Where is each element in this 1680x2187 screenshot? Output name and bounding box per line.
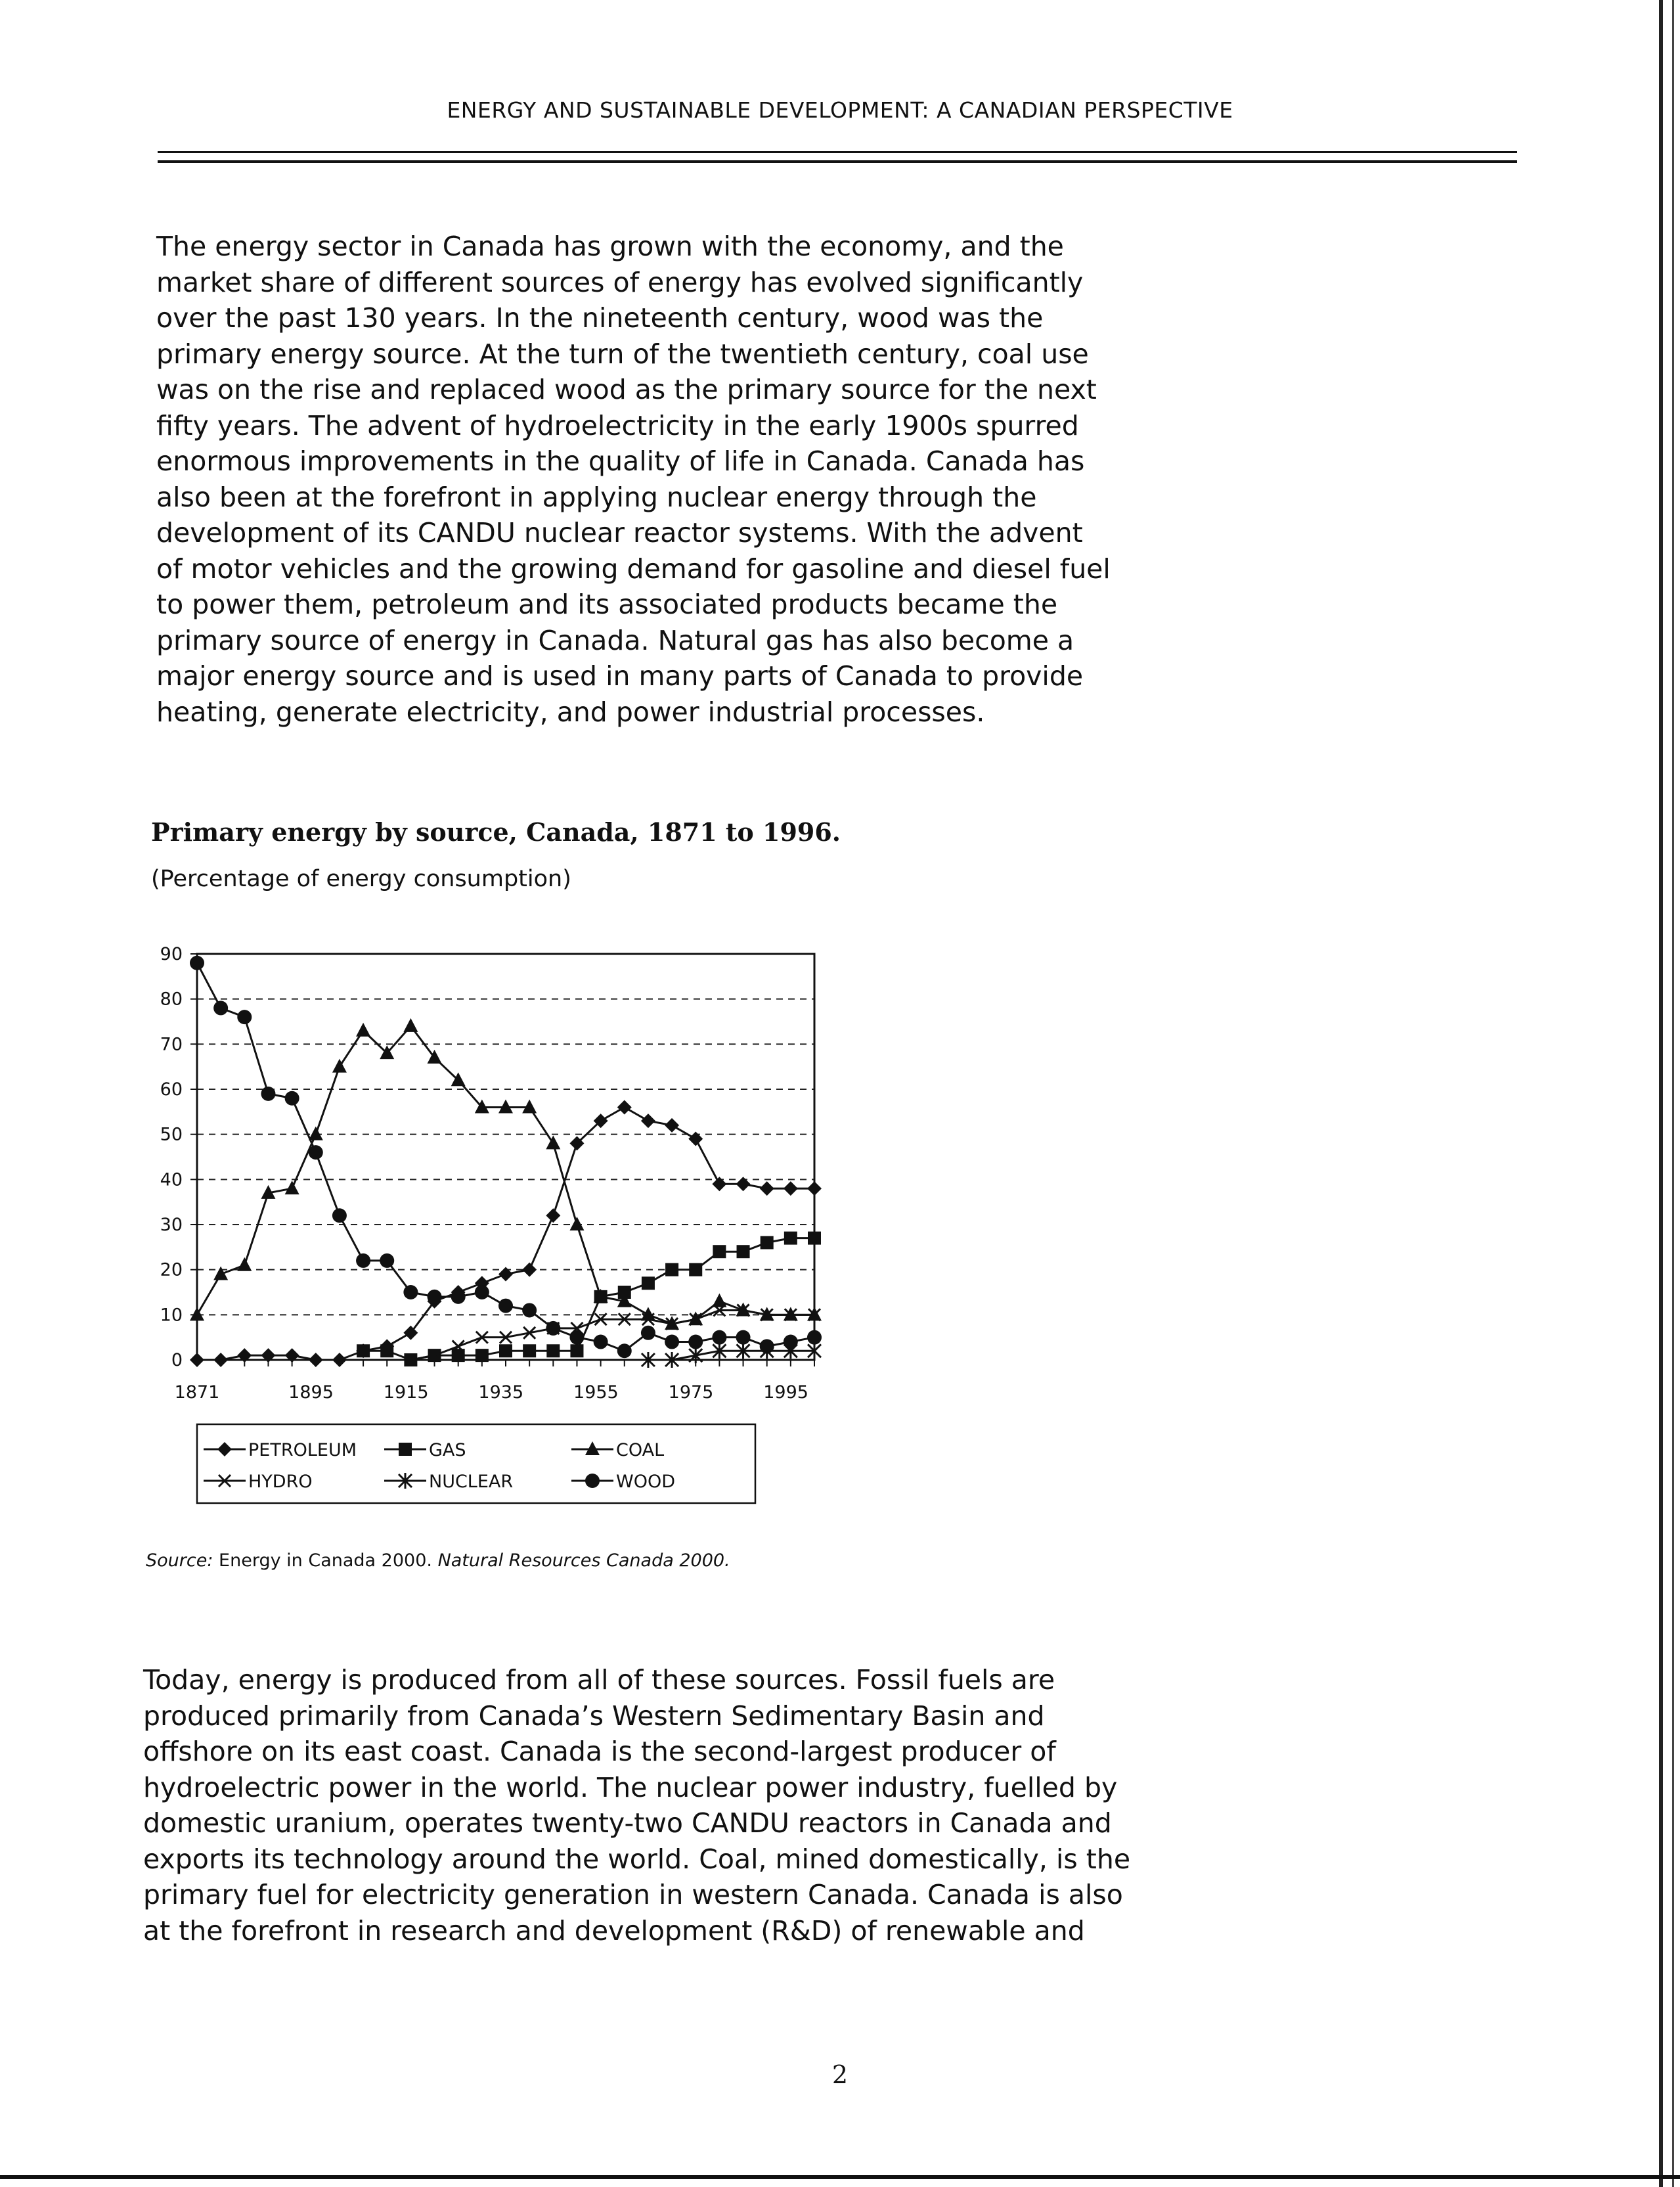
source-label: Source: bbox=[146, 1550, 213, 1571]
coal-point bbox=[237, 1257, 252, 1271]
petroleum-point bbox=[403, 1326, 418, 1340]
coal-point bbox=[285, 1181, 299, 1194]
paragraph-today bbox=[143, 1662, 1130, 1949]
text-line: market share of different sources of energy has evolved significantly bbox=[156, 266, 1084, 298]
series-hydro bbox=[405, 1304, 820, 1366]
chart-subtitle: (Percentage of energy consumption) bbox=[151, 866, 571, 892]
text-line: at the forefront in research and development (R&D) of renewable and bbox=[143, 1914, 1085, 1947]
petroleum-point bbox=[736, 1177, 751, 1191]
wood-point bbox=[190, 956, 204, 970]
gas-point bbox=[499, 1344, 512, 1357]
chart-title: Primary energy by source, Canada, 1871 to 1996. bbox=[151, 817, 841, 847]
gas-point bbox=[737, 1245, 750, 1258]
gas-point bbox=[546, 1344, 560, 1357]
gas-point bbox=[784, 1232, 797, 1245]
x-tick-label: 1975 bbox=[668, 1382, 714, 1403]
x-tick-label: 1871 bbox=[174, 1382, 220, 1403]
petroleum-point bbox=[784, 1181, 798, 1196]
petroleum-point bbox=[760, 1181, 774, 1196]
chart-series bbox=[190, 956, 822, 1368]
text-line: offshore on its east coast. Canada is the second-largest producer of bbox=[143, 1736, 1056, 1767]
text-line: heating, generate electricity, and power industrial processes. bbox=[156, 696, 985, 728]
legend-label: NUCLEAR bbox=[429, 1472, 514, 1492]
source-note bbox=[146, 1550, 730, 1571]
series-coal bbox=[190, 1018, 822, 1330]
text-line: produced primarily from Canada’s Western Sedimentary Basin and bbox=[143, 1700, 1045, 1732]
gas-point bbox=[761, 1236, 774, 1249]
petroleum-line bbox=[197, 1107, 814, 1360]
petroleum-point bbox=[309, 1353, 323, 1367]
gas-point bbox=[689, 1263, 702, 1276]
text-line: hydroelectric power in the world. The nuclear power industry, fuelled by bbox=[143, 1771, 1118, 1803]
y-tick-label: 40 bbox=[160, 1169, 183, 1190]
coal-point bbox=[190, 1307, 204, 1320]
wood-point bbox=[332, 1208, 347, 1223]
chart-legend bbox=[197, 1424, 755, 1503]
y-tick-label: 60 bbox=[160, 1079, 183, 1100]
gas-point bbox=[642, 1276, 655, 1290]
coal-point bbox=[309, 1127, 323, 1140]
text-line: development of its CANDU nuclear reactor systems. With the advent bbox=[156, 517, 1083, 549]
header-rule bbox=[158, 151, 1517, 163]
source-text: Energy in Canada 2000. bbox=[219, 1550, 432, 1571]
gas-point bbox=[357, 1344, 370, 1357]
x-tick-label: 1935 bbox=[478, 1382, 524, 1403]
x-tick-label: 1995 bbox=[763, 1382, 808, 1403]
legend-label: COAL bbox=[616, 1440, 665, 1460]
wood-point bbox=[237, 1010, 252, 1024]
text-line: primary fuel for electricity generation in western Canada. Canada is also bbox=[143, 1879, 1123, 1910]
y-tick-label: 70 bbox=[160, 1034, 183, 1055]
wood-point bbox=[213, 1001, 228, 1015]
wood-point bbox=[356, 1253, 370, 1268]
x-tick-label: 1955 bbox=[573, 1382, 619, 1403]
legend-label: WOOD bbox=[616, 1472, 675, 1492]
wood-point bbox=[712, 1330, 726, 1345]
scan-edge bbox=[1672, 0, 1674, 2187]
coal-point bbox=[569, 1217, 584, 1230]
gas-point bbox=[523, 1344, 536, 1357]
text-line: Today, energy is produced from all of these sources. Fossil fuels are bbox=[143, 1664, 1055, 1696]
series-wood bbox=[190, 956, 822, 1359]
text-line: of motor vehicles and the growing demand for gasoline and diesel fuel bbox=[156, 552, 1111, 585]
wood-point bbox=[403, 1285, 418, 1299]
wood-point bbox=[736, 1330, 751, 1345]
wood-point bbox=[261, 1087, 275, 1101]
wood-point bbox=[569, 1330, 584, 1345]
wood-line bbox=[197, 963, 814, 1351]
y-tick-label: 80 bbox=[160, 989, 183, 1010]
running-header: ENERGY AND SUSTAINABLE DEVELOPMENT: A CANADIAN PERSPECTIVE bbox=[447, 97, 1233, 123]
petroleum-point bbox=[712, 1177, 726, 1191]
series-gas bbox=[357, 1232, 821, 1366]
paragraph-intro bbox=[156, 229, 1111, 730]
text-line: exports its technology around the world. Coal, mined domestically, is the bbox=[143, 1843, 1131, 1875]
legend-label: HYDRO bbox=[248, 1472, 313, 1492]
text-line: over the past 130 years. In the nineteenth century, wood was the bbox=[156, 302, 1044, 334]
text-line: The energy sector in Canada has grown with the economy, and the bbox=[156, 231, 1064, 262]
petroleum-point bbox=[332, 1353, 347, 1367]
gas-point bbox=[570, 1344, 583, 1357]
legend-label: GAS bbox=[429, 1440, 466, 1460]
source-publisher: Natural Resources Canada 2000. bbox=[437, 1550, 730, 1571]
text-line: primary energy source. At the turn of the twentieth century, coal use bbox=[156, 338, 1089, 370]
legend-label: PETROLEUM bbox=[248, 1440, 357, 1460]
wood-point bbox=[760, 1339, 774, 1353]
series-petroleum bbox=[190, 1100, 822, 1367]
wood-point bbox=[428, 1290, 442, 1304]
gas-point bbox=[713, 1245, 726, 1258]
wood-point bbox=[451, 1290, 466, 1304]
coal-point bbox=[356, 1023, 370, 1037]
petroleum-point bbox=[190, 1353, 204, 1367]
petroleum-point bbox=[522, 1263, 537, 1277]
wood-point bbox=[617, 1343, 632, 1358]
wood-point bbox=[498, 1299, 513, 1313]
petroleum-point bbox=[213, 1353, 228, 1367]
text-line: primary source of energy in Canada. Natural gas has also become a bbox=[156, 624, 1074, 656]
text-line: domestic uranium, operates twenty-two CANDU reactors in Canada and bbox=[143, 1807, 1112, 1839]
legend-swatch-marker bbox=[585, 1474, 600, 1488]
legend-swatch-marker bbox=[399, 1443, 412, 1456]
coal-point bbox=[332, 1059, 347, 1073]
energy-line-chart bbox=[131, 920, 854, 1511]
petroleum-point bbox=[665, 1118, 679, 1133]
y-tick-label: 0 bbox=[171, 1350, 183, 1370]
page-number: 2 bbox=[831, 2060, 849, 2089]
y-tick-label: 20 bbox=[160, 1259, 183, 1280]
wood-point bbox=[807, 1330, 822, 1345]
scan-bottom-edge bbox=[0, 2175, 1680, 2179]
wood-point bbox=[475, 1285, 489, 1299]
text-line: fifty years. The advent of hydroelectricity in the early 1900s spurred bbox=[156, 409, 1079, 441]
coal-point bbox=[546, 1135, 560, 1149]
gas-point bbox=[808, 1232, 821, 1245]
petroleum-point bbox=[688, 1132, 703, 1146]
coal-point bbox=[403, 1018, 418, 1032]
text-line: to power them, petroleum and its associated products became the bbox=[156, 589, 1058, 620]
text-line: was on the rise and replaced wood as the primary source for the next bbox=[156, 374, 1097, 405]
wood-point bbox=[688, 1335, 703, 1349]
hydro-line bbox=[410, 1310, 814, 1360]
wood-point bbox=[380, 1253, 394, 1268]
petroleum-point bbox=[807, 1181, 822, 1196]
text-line: major energy source and is used in many parts of Canada to provide bbox=[156, 660, 1084, 692]
petroleum-point bbox=[617, 1100, 632, 1114]
gas-point bbox=[380, 1344, 393, 1357]
wood-point bbox=[665, 1335, 679, 1349]
wood-point bbox=[522, 1303, 537, 1317]
x-tick-label: 1895 bbox=[288, 1382, 334, 1403]
y-tick-label: 90 bbox=[160, 944, 183, 964]
text-line: also been at the forefront in applying nuclear energy through the bbox=[156, 481, 1037, 513]
gas-point bbox=[665, 1263, 678, 1276]
wood-point bbox=[784, 1335, 798, 1349]
x-tick-label: 1915 bbox=[383, 1382, 429, 1403]
gas-point bbox=[475, 1349, 489, 1362]
scan-edge bbox=[1659, 0, 1663, 2187]
text-line: enormous improvements in the quality of life in Canada. Canada has bbox=[156, 445, 1085, 477]
wood-point bbox=[546, 1321, 560, 1336]
wood-point bbox=[309, 1145, 323, 1160]
y-tick-label: 30 bbox=[160, 1215, 183, 1235]
petroleum-point bbox=[641, 1114, 655, 1128]
petroleum-point bbox=[546, 1208, 560, 1223]
y-tick-label: 50 bbox=[160, 1124, 183, 1145]
wood-point bbox=[285, 1091, 299, 1106]
wood-point bbox=[641, 1326, 655, 1340]
y-tick-label: 10 bbox=[160, 1305, 183, 1326]
wood-point bbox=[594, 1335, 608, 1349]
